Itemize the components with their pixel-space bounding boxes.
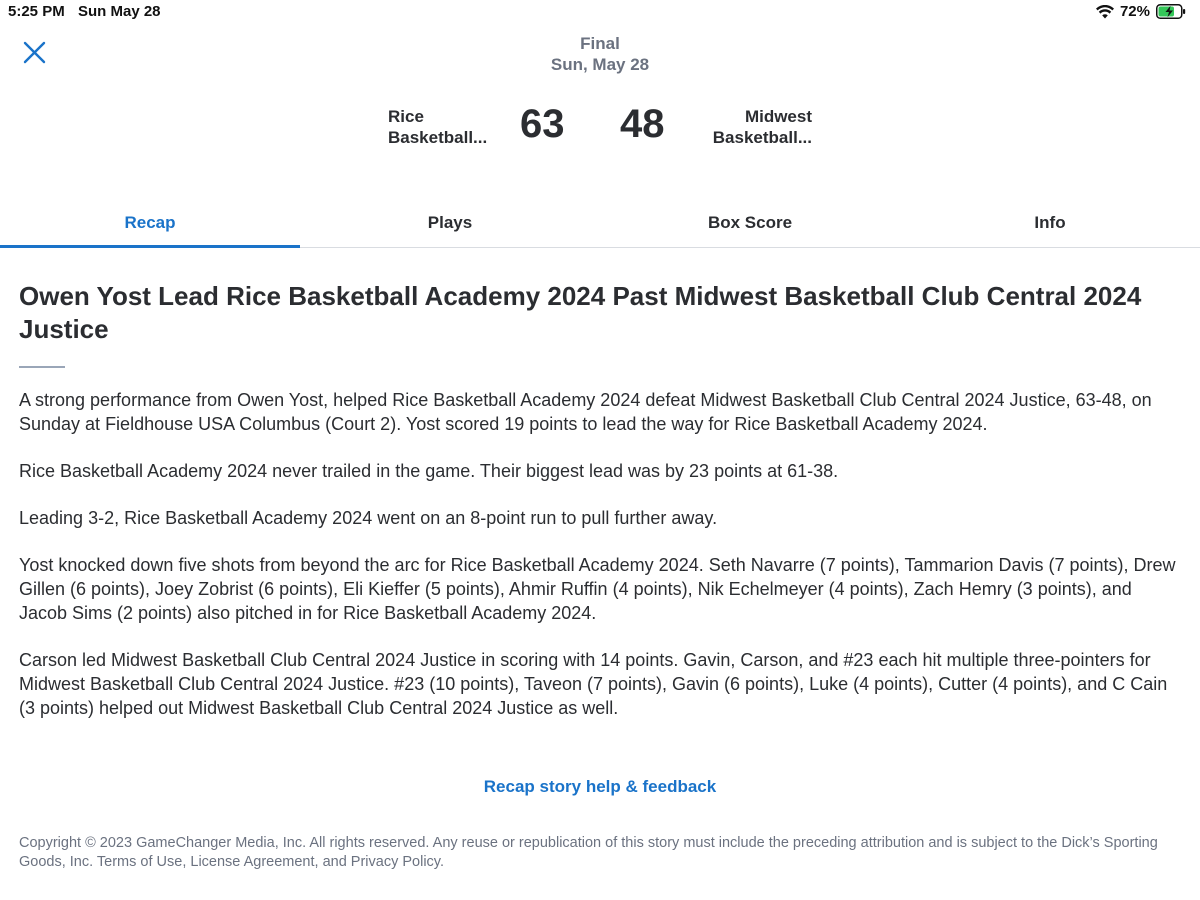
status-date: Sun May 28: [78, 3, 161, 20]
status-time: 5:25 PM: [8, 3, 65, 20]
recap-article: [19, 280, 1184, 743]
article-paragraph: Leading 3-2, Rice Basketball Academy 2024 went on an 8-point run to pull further away.: [19, 508, 718, 528]
status-right: [1096, 3, 1186, 20]
away-team-line1: Midwest: [744, 107, 812, 126]
headline-divider: [19, 366, 65, 368]
status-bar: [0, 0, 1200, 24]
article-headline: Owen Yost Lead Rice Basketball Academy 2024 Past Midwest Basketball Club Central 2024 Justice: [19, 281, 1142, 344]
scoreboard: [0, 104, 1200, 154]
home-team-line1: Rice: [388, 107, 424, 126]
game-status-label: Final: [580, 34, 620, 53]
game-date: Sun, May 28: [550, 55, 650, 74]
home-team-name[interactable]: [388, 106, 487, 148]
article-paragraph: Yost knocked down five shots from beyond the arc for Rice Basketball Academy 2024. Seth Navarre (7 points), Tammarion Davis (7 points), Drew Gillen (6 points), Joey Zobrist (6 points), Eli Kieffer (5 points), Ahmir Ruffin (4 points), Nik Echelmeyer (4 points), Zach Hemry (3 points), and Jacob Sims (2 points) also pitched in for Rice Basketball Academy 2024.: [19, 555, 1176, 623]
away-score: 48: [620, 102, 665, 146]
home-team-line2: Basketball...: [388, 128, 488, 147]
tab-info[interactable]: Info: [1034, 213, 1066, 232]
tab-bar: [0, 200, 1200, 248]
wifi-icon: [1096, 5, 1114, 19]
battery-charging-icon: [1156, 4, 1186, 19]
tab-plays[interactable]: Plays: [427, 213, 473, 232]
article-paragraph: Carson led Midwest Basketball Club Central 2024 Justice in scoring with 14 points. Gavin, Carson, and #23 each hit multiple three-pointers for Midwest Basketball Club Central 2024 Justice. #23 (10 points), Taveon (7 points), Gavin (6 points), Luke (4 points), Cutter (4 points), and C Cain (3 points) helped out Midwest Basketball Club Central 2024 Justice as well.: [19, 650, 1168, 718]
copyright-notice: Copyright © 2023 GameChanger Media, Inc. All rights reserved. Any reuse or republication of this story must include the preceding attribution and is subject to the Dick’s Sporting Goods, Inc. Terms of Use, License Agreement, and Privacy Policy.: [19, 835, 1158, 870]
battery-percent: 72%: [1119, 3, 1150, 20]
away-team-name[interactable]: [713, 106, 812, 148]
tab-recap[interactable]: Recap: [0, 200, 300, 247]
article-paragraph: A strong performance from Owen Yost, helped Rice Basketball Academy 2024 defeat Midwest Basketball Club Central 2024 Justice, 63-48, on Sunday at Fieldhouse USA Columbus (Court 2). Yost scored 19 points to lead the way for Rice Basketball Academy 2024.: [19, 390, 1152, 434]
home-score: 63: [520, 102, 565, 146]
game-status: [0, 33, 1200, 75]
recap-feedback-link[interactable]: Recap story help & feedback: [483, 777, 717, 796]
tab-box-score[interactable]: Box Score: [707, 213, 793, 232]
away-team-line2: Basketball...: [712, 128, 812, 147]
article-paragraph: Rice Basketball Academy 2024 never trailed in the game. Their biggest lead was by 23 points at 61-38.: [19, 461, 839, 481]
